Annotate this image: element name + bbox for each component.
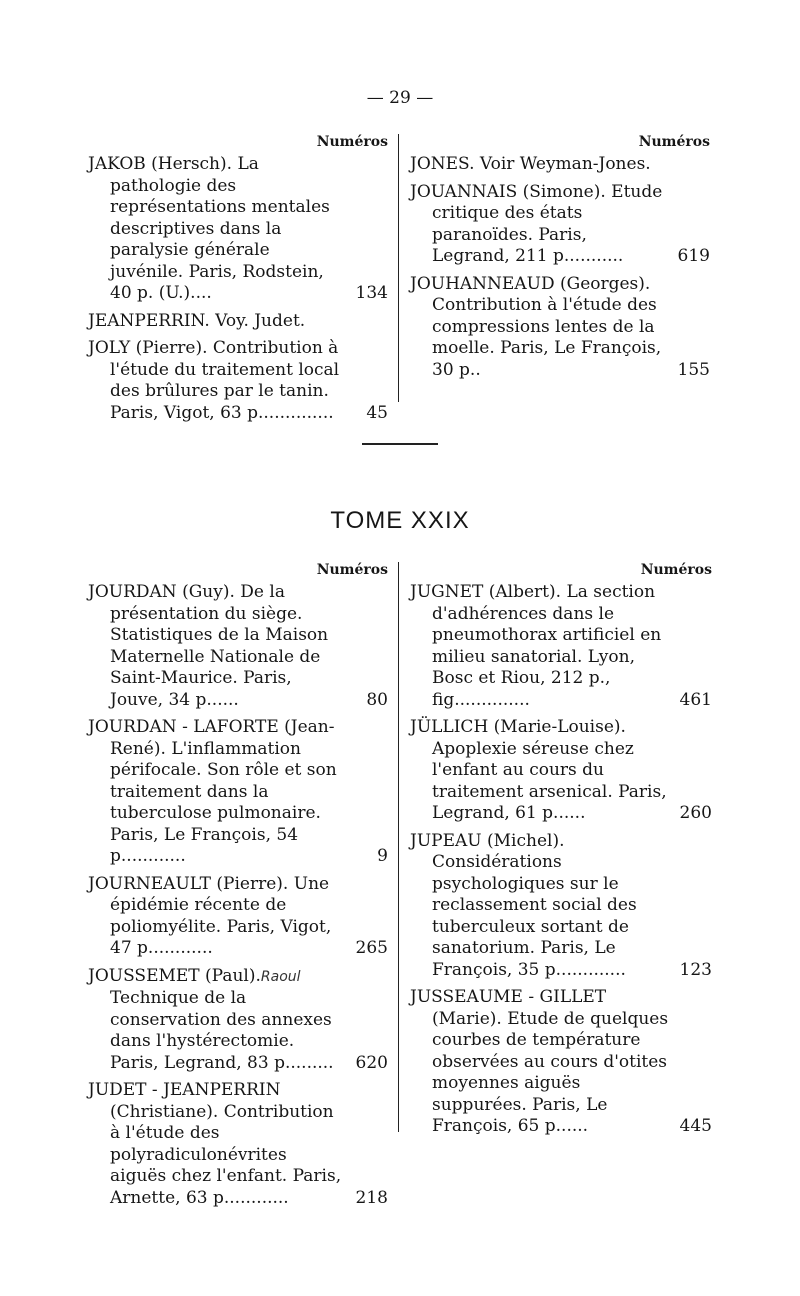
entry-text: Voir Weyman-Jones. — [479, 154, 651, 174]
entry-body — [410, 274, 710, 382]
entry-text: Contribution à l'étude du traitement local des brûlures par le tanin. Paris, Vigot, 63 p.............. — [110, 338, 340, 423]
entry-text: La section d'adhérences dans le pneumothorax artificiel en milieu sanatorial. Lyon, Bosc et Riou, 212 p., fig.............. — [432, 582, 662, 710]
top-right-column — [410, 134, 710, 387]
entry-author: JOURDAN - LAFORTE (Jean-René). — [88, 717, 335, 759]
bibliography-entry — [88, 154, 388, 305]
bibliography-entry — [410, 182, 710, 268]
entry-text: Technique de la conservation des annexes dans l'hystérectomie. Paris, Legrand, 83 p......... — [110, 988, 334, 1073]
entry-number: 461 — [679, 689, 712, 710]
entry-author: JUPEAU (Michel). — [410, 830, 565, 851]
entry-author: JÜLLICH (Marie-Louise). — [410, 717, 626, 737]
bottom-right-column — [410, 562, 712, 1144]
entry-body — [88, 338, 388, 424]
section-title: TOME XXIX — [330, 507, 470, 534]
entry-number: 80 — [366, 689, 388, 710]
page-number: — 29 — — [366, 88, 434, 108]
entry-author: JOUANNAIS (Simone). — [410, 181, 606, 202]
bibliography-entry — [88, 311, 388, 333]
entry-body — [410, 154, 710, 176]
entry-author: JEANPERRIN. — [88, 310, 210, 331]
entry-number: 260 — [679, 803, 712, 823]
bibliography-entry — [88, 717, 388, 868]
entry-text: Contribution à l'étude des compressions lentes de la moelle. Paris, Le François, 30 p.. — [432, 295, 662, 380]
entry-list — [88, 154, 388, 424]
entry-author: JOLY (Pierre). — [88, 338, 208, 358]
entry-body — [88, 1080, 388, 1209]
entry-body — [88, 311, 388, 333]
entry-author: JOUHANNEAUD (Georges). — [410, 273, 651, 294]
entry-author: JONES. — [410, 154, 475, 174]
entry-number: 265 — [355, 938, 388, 958]
entry-number: 445 — [679, 1116, 712, 1136]
entry-number: 134 — [355, 283, 388, 303]
column-header: Numéros — [316, 134, 388, 150]
entry-text: Considérations psychologiques sur le reclassement social des tuberculeux sortant de sanatorium. Paris, Le François, 35 p............. — [432, 852, 637, 980]
bibliography-entry — [410, 154, 710, 176]
bibliography-entry — [410, 987, 712, 1138]
entry-list — [88, 582, 388, 1209]
entry-body — [88, 717, 388, 868]
entry-list — [410, 154, 710, 381]
entry-number: 619 — [677, 246, 710, 266]
section-divider — [362, 443, 438, 445]
entry-body — [410, 182, 710, 268]
bibliography-entry — [88, 1080, 388, 1209]
entry-text: Contribution à l'étude des polyradiculonévrites aiguës chez l'enfant. Paris, Arnette, 63 p............ — [110, 1101, 342, 1208]
entry-text: Une épidémie récente de poliomyélite. Paris, Vigot, 47 p............ — [110, 873, 332, 958]
entry-text: Etude de quelques courbes de température observées au cours d'otites moyennes aiguës suppurées. Paris, Le François, 65 p...... — [432, 1008, 669, 1136]
bibliography-entry — [88, 874, 388, 960]
bibliography-entry — [410, 717, 712, 825]
bibliography-entry — [410, 582, 712, 711]
handwritten-annotation: Raoul — [260, 968, 301, 985]
entry-body — [410, 831, 712, 982]
entry-author: JOURDAN (Guy). — [88, 582, 235, 602]
entry-body — [410, 582, 712, 711]
entry-body — [410, 987, 712, 1138]
column-divider — [398, 562, 399, 1132]
bottom-left-column — [88, 562, 388, 1215]
entry-number: 620 — [355, 1052, 388, 1073]
entry-text: Voy. Judet. — [215, 310, 306, 331]
column-header: Numéros — [638, 134, 710, 150]
entry-author: JUDET - JEANPERRIN (Christiane). — [88, 1080, 281, 1122]
entry-author: JUSSEAUME - GILLET (Marie). — [410, 987, 607, 1029]
column-divider — [398, 134, 399, 402]
entry-number: 155 — [677, 359, 710, 380]
entry-text: De la présentation du siège. Statistiques de la Maison Maternelle Nationale de Saint-Maurice. Paris, Jouve, 34 p...... — [110, 582, 329, 710]
entry-body — [88, 874, 388, 960]
bibliography-entry — [88, 338, 388, 424]
entry-number: 218 — [355, 1187, 388, 1208]
entry-body — [88, 154, 388, 305]
entry-number: 123 — [679, 959, 712, 980]
bibliography-entry — [88, 966, 388, 1075]
entry-number: 9 — [377, 846, 388, 866]
entry-body — [410, 717, 712, 825]
top-left-column — [88, 134, 388, 430]
entry-text: Etude critique des états paranoïdes. Paris, Legrand, 211 p........... — [432, 181, 663, 266]
entry-body — [88, 966, 388, 1075]
entry-text: La pathologie des représentations mentales descriptives dans la paralysie générale juvénile. Paris, Rodstein, 40 p. (U.).... — [110, 154, 330, 303]
entry-list — [410, 582, 712, 1138]
entry-body — [88, 582, 388, 711]
bibliography-entry — [410, 274, 710, 382]
entry-author: JUGNET (Albert). — [410, 582, 562, 602]
entry-number: 45 — [366, 402, 388, 423]
entry-author: JOUSSEMET (Paul). — [88, 965, 261, 986]
entry-text: L'inflammation périfocale. Son rôle et son traitement dans la tuberculose pulmonaire. Paris, Le François, 54 p............ — [110, 738, 337, 866]
entry-author: JOURNEAULT (Pierre). — [88, 873, 289, 894]
column-header: Numéros — [640, 562, 712, 578]
bibliography-entry — [410, 831, 712, 982]
entry-text: Apoplexie séreuse chez l'enfant au cours du traitement arsenical. Paris, Legrand, 61 p...... — [432, 738, 667, 823]
column-header: Numéros — [316, 562, 388, 578]
entry-author: JAKOB (Hersch). — [88, 154, 233, 174]
bibliography-entry — [88, 582, 388, 711]
